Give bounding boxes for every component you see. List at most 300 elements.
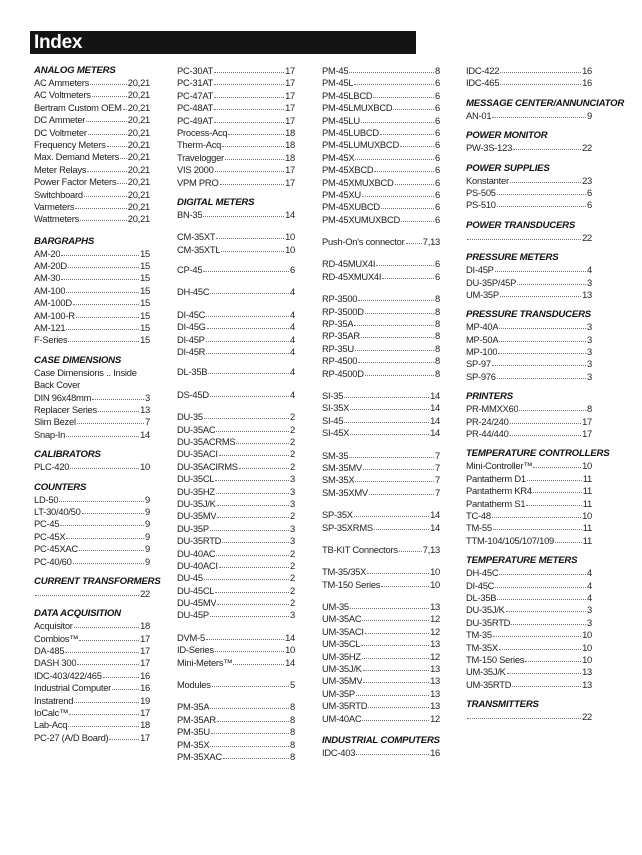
index-entry[interactable] [34,404,150,416]
index-entry[interactable] [177,436,295,448]
dot-leader [361,121,434,123]
index-entry[interactable] [466,65,592,77]
index-entry[interactable] [177,209,295,221]
index-entry[interactable] [34,633,150,645]
entry-page-number: 20,21 [127,151,150,163]
index-entry[interactable] [322,293,440,305]
index-entry[interactable] [177,609,295,621]
index-entry[interactable] [466,654,592,666]
index-entry[interactable] [177,726,295,738]
index-entry[interactable] [322,566,440,578]
index-entry[interactable] [177,644,295,656]
index-entry[interactable] [177,572,295,584]
index-entry[interactable] [177,498,295,510]
entry-page-number: 14 [285,631,295,643]
index-entry[interactable] [34,297,150,309]
index-entry[interactable] [177,411,295,423]
index-entry[interactable] [322,236,440,248]
index-entry[interactable] [322,318,440,330]
index-entry[interactable] [322,713,440,725]
entry-label: Bertram Custom OEM [34,101,122,113]
index-column-1 [34,65,161,744]
index-entry[interactable] [466,535,592,547]
index-entry[interactable] [322,651,440,663]
dot-leader [349,71,434,73]
index-entry[interactable] [466,460,592,472]
entry-page-number: 13 [430,601,440,613]
index-entry[interactable] [177,77,295,89]
index-entry[interactable] [177,739,295,751]
index-entry[interactable] [322,601,440,613]
index-entry[interactable] [466,277,592,289]
index-entry[interactable] [34,392,150,404]
index-entry[interactable] [177,597,295,609]
index-entry[interactable] [177,152,295,164]
index-entry[interactable] [322,613,440,625]
entry-label: PR-24/240 [466,415,509,427]
entry-page-number: 15 [140,247,150,259]
index-title: Index [30,31,416,54]
entry-page-number: 6 [435,77,440,89]
index-entry[interactable] [177,701,295,713]
entry-label: UM-35MV [322,675,363,687]
index-entry[interactable] [466,617,592,629]
index-entry[interactable] [466,642,592,654]
index-entry[interactable] [177,389,295,401]
index-entry[interactable] [34,429,150,441]
entry-label: CM-35XTL [177,243,221,255]
entry-page-number: 8 [290,738,295,750]
index-entry[interactable] [177,286,295,298]
index-entry[interactable] [34,518,150,530]
index-entry[interactable] [322,77,440,89]
index-entry[interactable] [177,102,295,114]
entry-page-number: 14 [430,521,440,533]
entry-label: PM-45LU [322,114,360,126]
index-entry[interactable] [34,322,150,334]
entry-label: DVM-5 [177,631,205,643]
entry-label: Push-On's connector [322,236,405,248]
index-entry[interactable] [34,367,150,392]
index-entry[interactable] [177,309,295,321]
entry-page-number: 10 [582,509,592,521]
index-entry[interactable] [322,214,440,226]
entry-label: DH-45C [177,286,210,298]
entry-label: PM-35AR [177,713,216,725]
index-entry[interactable] [34,543,150,555]
index-entry[interactable] [177,632,295,644]
index-entry[interactable] [177,164,295,176]
index-entry[interactable] [322,90,440,102]
index-entry[interactable] [177,321,295,333]
entry-label: IDC-465 [466,77,500,89]
index-entry[interactable] [322,177,440,189]
index-entry[interactable] [466,77,592,89]
index-entry[interactable] [177,657,295,669]
index-entry[interactable] [322,638,440,650]
entry-page-number: 3 [145,391,150,403]
entry-label: PC-45XAC [34,543,78,555]
index-entry[interactable] [34,719,150,731]
index-section [466,220,592,244]
index-entry[interactable] [177,473,295,485]
dot-leader [206,638,284,640]
index-entry[interactable] [34,695,150,707]
index-entry[interactable] [34,285,150,297]
entry-label: CP-45 [177,264,203,276]
dot-leader [350,408,429,410]
index-entry[interactable] [322,368,440,380]
index-entry[interactable] [466,358,592,370]
dot-leader [98,410,139,412]
index-entry[interactable] [322,487,440,499]
index-entry[interactable] [322,330,440,342]
entry-page-number: 17 [140,645,150,657]
entry-page-number: 3 [587,370,592,382]
index-entry[interactable] [34,531,150,543]
index-entry[interactable] [466,485,592,497]
index-entry[interactable] [322,626,440,638]
index-entry[interactable] [466,264,592,276]
index-entry[interactable] [466,289,592,301]
entry-page-number: 18 [285,151,295,163]
index-entry[interactable] [177,244,295,256]
entry-label: Konstanter [466,174,509,186]
dot-leader [374,528,429,530]
index-entry[interactable] [466,232,592,244]
entry-label: PS-505 [466,186,496,198]
index-entry[interactable] [177,346,295,358]
index-entry[interactable] [177,115,295,127]
entry-page-number: 2 [290,423,295,435]
index-entry[interactable] [322,201,440,213]
entry-label: DU-40AC [177,547,216,559]
index-entry[interactable] [466,175,592,187]
index-entry[interactable] [466,142,592,154]
entry-label: PS-510 [466,199,496,211]
index-entry[interactable] [177,535,295,547]
index-entry[interactable] [177,264,295,276]
index-entry[interactable] [34,645,150,657]
index-entry[interactable] [466,428,592,440]
index-entry[interactable] [322,544,440,556]
entry-page-number: 6 [435,176,440,188]
entry-label: SI-45 [322,414,344,426]
index-entry[interactable] [322,474,440,486]
entry-label: Wattmeters [34,213,80,225]
index-entry[interactable] [34,670,150,682]
dot-leader [500,83,581,85]
index-entry[interactable] [322,462,440,474]
dot-leader [513,148,581,150]
index-entry[interactable] [177,231,295,243]
dot-leader [349,456,434,458]
index-entry[interactable] [177,679,295,691]
index-entry[interactable] [34,620,150,632]
index-entry[interactable] [34,201,150,213]
entry-page-number: 6 [435,89,440,101]
index-entry[interactable] [466,346,592,358]
entry-label: DU-40ACI [177,559,218,571]
index-entry[interactable] [34,334,150,346]
entry-page-number: 20,21 [127,176,150,188]
index-entry[interactable] [177,486,295,498]
index-entry[interactable] [177,90,295,102]
dot-leader [362,619,429,621]
index-entry[interactable] [322,127,440,139]
index-entry[interactable] [177,177,295,189]
entry-page-number: 2 [290,460,295,472]
dot-leader [221,250,284,252]
entry-page-number: 6 [435,164,440,176]
index-entry[interactable] [177,510,295,522]
index-entry[interactable] [34,213,150,225]
index-entry[interactable] [34,657,150,669]
entry-page-number: 10 [582,629,592,641]
index-entry[interactable] [34,248,150,260]
entry-page-number: 4 [290,388,295,400]
index-entry[interactable] [466,522,592,534]
entry-label: SP-35X [322,509,353,521]
dot-leader [120,157,127,159]
index-section [177,679,295,691]
index-entry[interactable] [34,556,150,568]
entry-label: DU-35AC [177,423,216,435]
index-entry[interactable] [466,679,592,691]
index-entry[interactable] [34,260,150,272]
dot-leader [219,566,289,568]
index-entry[interactable] [34,139,150,151]
index-entry[interactable] [177,424,295,436]
index-entry[interactable] [34,461,150,473]
index-entry[interactable] [34,588,150,600]
index-entry[interactable] [34,102,150,114]
entry-label: UM-40AC [322,712,362,724]
dot-leader [66,537,144,539]
index-entry[interactable] [177,751,295,763]
dot-leader [79,549,144,551]
index-section [322,544,440,556]
entry-page-number: 17 [140,707,150,719]
entry-label: Acquisitor [34,620,73,632]
index-entry[interactable] [322,427,440,439]
index-entry[interactable] [466,416,592,428]
index-entry[interactable] [322,258,440,270]
dot-leader [492,116,586,118]
dot-leader [84,195,127,197]
index-entry[interactable] [466,567,592,579]
index-entry[interactable] [466,666,592,678]
index-entry[interactable] [322,189,440,201]
index-entry[interactable] [177,65,295,77]
entry-page-number: 14 [430,389,440,401]
entry-page-number: 10 [285,644,295,656]
index-entry[interactable] [322,306,440,318]
index-entry[interactable] [322,675,440,687]
dot-leader [92,398,144,400]
index-entry[interactable] [177,448,295,460]
index-entry[interactable] [34,416,150,428]
index-entry[interactable] [34,77,150,89]
index-entry[interactable] [322,522,440,534]
dot-leader [236,442,289,444]
index-entry[interactable] [34,89,150,101]
index-entry[interactable] [466,592,592,604]
dot-leader [69,713,139,715]
index-entry[interactable] [34,310,150,322]
entry-label: RP-4500D [322,367,364,379]
entry-page-number: 20,21 [127,101,150,113]
dot-leader [66,328,139,330]
dot-leader [492,364,586,366]
index-entry[interactable] [322,271,440,283]
entry-page-number: 9 [145,505,150,517]
entry-page-number: 17 [140,632,150,644]
index-entry[interactable] [322,152,440,164]
index-entry[interactable] [322,65,440,77]
entry-page-number: 9 [587,109,592,121]
index-section [177,286,295,298]
entry-page-number: 14 [140,428,150,440]
entry-page-number: 2 [290,597,295,609]
entry-label: DI-45G [177,321,206,333]
dot-leader [60,524,144,526]
index-entry[interactable] [34,494,150,506]
entry-page-number: 11 [582,472,592,484]
index-entry[interactable] [34,176,150,188]
index-entry[interactable] [34,151,150,163]
entry-page-number: 6 [435,151,440,163]
dot-leader [210,615,289,617]
index-entry[interactable] [177,548,295,560]
dot-leader [467,238,581,240]
index-entry[interactable] [177,461,295,473]
dot-leader [76,316,139,318]
index-section [177,197,295,221]
entry-page-number: 11 [582,497,592,509]
index-entry[interactable] [466,473,592,485]
index-entry[interactable] [466,580,592,592]
dot-leader [219,454,289,456]
index-entry[interactable] [34,506,150,518]
index-entry[interactable] [322,688,440,700]
index-entry[interactable] [34,272,150,284]
entry-page-number: 19 [140,694,150,706]
index-entry[interactable] [177,139,295,151]
entry-page-number: 17 [285,77,295,89]
index-entry[interactable] [322,579,440,591]
index-entry[interactable] [466,604,592,616]
dot-leader [381,207,434,209]
entry-page-number: 11 [582,534,592,546]
index-entry[interactable] [34,164,150,176]
dot-leader [369,493,434,495]
entry-page-number: 9 [145,555,150,567]
index-entry[interactable] [466,199,592,211]
section-heading: POWER SUPPLIES [466,162,550,174]
index-entry[interactable] [322,450,440,462]
index-entry[interactable] [322,390,440,402]
index-entry[interactable] [322,343,440,355]
index-entry[interactable] [322,139,440,151]
entry-label: UM-35 [322,601,349,613]
index-entry[interactable] [322,415,440,427]
dot-leader [506,610,586,612]
index-entry[interactable] [322,663,440,675]
index-entry[interactable] [34,127,150,139]
entry-page-number: 13 [582,678,592,690]
index-entry[interactable] [34,189,150,201]
entry-label: PC-31AT [177,77,214,89]
entry-page-number: 8 [435,318,440,330]
dot-leader [207,327,289,329]
index-entry[interactable] [322,164,440,176]
dot-leader [112,688,139,690]
index-entry[interactable] [466,321,592,333]
entry-page-number: 12 [430,650,440,662]
index-entry[interactable] [322,102,440,114]
dot-leader [73,303,139,305]
index-entry[interactable] [177,334,295,346]
entry-label: IoCalc™ [34,707,69,719]
index-entry[interactable] [322,747,440,759]
index-entry[interactable] [177,714,295,726]
dot-leader [354,515,429,517]
index-section [177,65,295,189]
entry-label: RP-35U [322,342,354,354]
index-entry[interactable] [466,629,592,641]
dot-leader [86,120,127,122]
index-entry[interactable] [322,402,440,414]
index-entry[interactable] [322,355,440,367]
entry-label: SM-35XMV [322,486,368,498]
index-entry[interactable] [466,334,592,346]
dot-leader [363,669,429,671]
index-entry[interactable] [322,700,440,712]
index-entry[interactable] [466,371,592,383]
index-entry[interactable] [177,560,295,572]
entry-page-number: 17 [285,114,295,126]
index-entry[interactable] [466,510,592,522]
index-entry[interactable] [34,732,150,744]
index-entry[interactable] [322,509,440,521]
index-entry[interactable] [466,498,592,510]
entry-page-number: 14 [430,427,440,439]
dot-leader [74,701,139,703]
entry-label: VIS 2000 [177,164,214,176]
index-section [34,65,150,226]
entry-label: UM-35HZ [322,650,361,662]
index-entry[interactable] [466,110,592,122]
dot-leader [214,108,284,110]
index-entry[interactable] [177,366,295,378]
index-entry[interactable] [177,523,295,535]
index-entry[interactable] [34,682,150,694]
index-entry[interactable] [466,187,592,199]
index-entry[interactable] [34,707,150,719]
index-entry[interactable] [322,115,440,127]
index-entry[interactable] [466,711,592,723]
index-entry[interactable] [466,403,592,415]
index-entry[interactable] [177,127,295,139]
entry-page-number: 17 [140,657,150,669]
entry-label: DU-35CL [177,473,215,485]
entry-label: DC Ammeter [34,114,86,126]
index-entry[interactable] [177,585,295,597]
entry-page-number: 7 [435,486,440,498]
entry-page-number: 6 [587,199,592,211]
index-entry[interactable] [34,114,150,126]
